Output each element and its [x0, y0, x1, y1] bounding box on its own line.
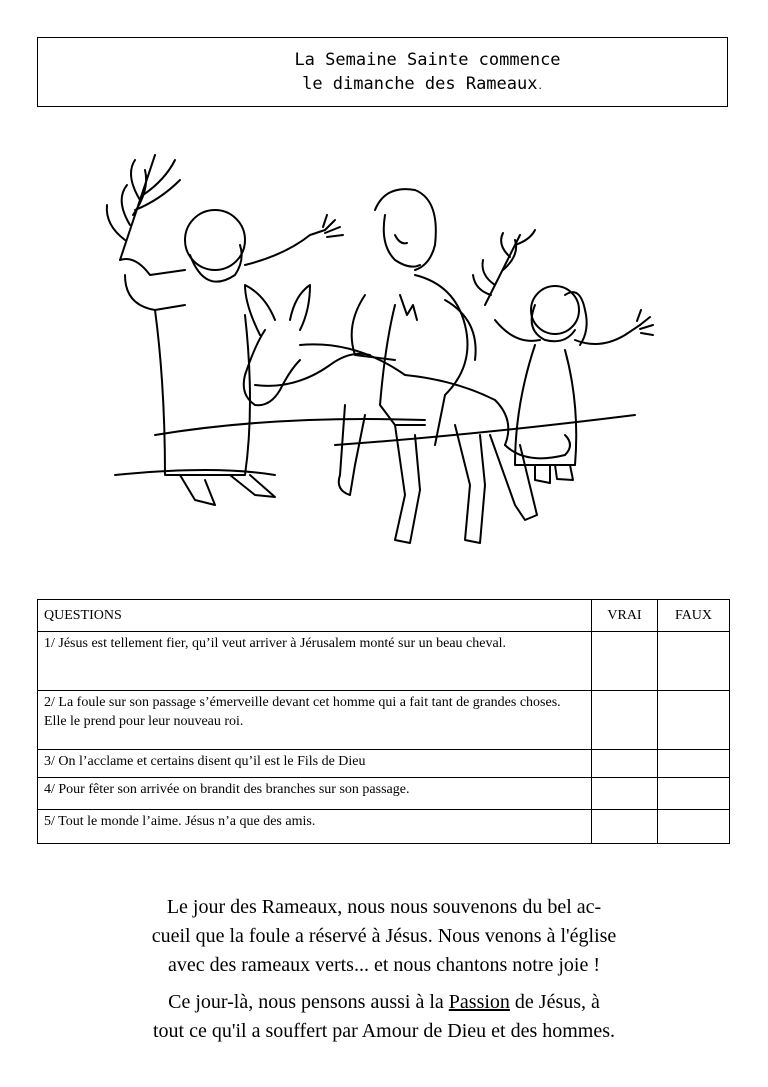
false-answer-cell[interactable] — [658, 632, 730, 691]
title-line-2-text: le dimanche des Rameaux — [302, 74, 538, 94]
table-row — [38, 750, 730, 778]
title-line-2 — [38, 72, 727, 99]
true-answer-cell[interactable] — [592, 750, 658, 778]
footer-p1-line-3: avec des rameaux verts... et nous chantons notre joie ! — [167, 954, 601, 976]
questions-header: QUESTIONS — [38, 600, 592, 632]
false-answer-cell[interactable] — [658, 810, 730, 844]
true-answer-cell[interactable] — [592, 778, 658, 810]
true-answer-cell[interactable] — [592, 810, 658, 844]
question-text: 1/ Jésus est tellement fier, qu’il veut arriver à Jérusalem monté sur un beau cheval. — [38, 632, 592, 691]
question-text: 3/ On l’acclame et certains disent qu’il est le Fils de Dieu — [38, 750, 592, 778]
false-answer-cell[interactable] — [658, 691, 730, 750]
title-box — [37, 37, 728, 107]
footer-p2-line-2: tout ce qu'il a souffert par Amour de Dieu et des hommes. — [152, 1020, 615, 1042]
table-row — [38, 691, 730, 750]
true-answer-cell[interactable] — [592, 691, 658, 750]
footer-p2-after: de Jésus, à — [509, 991, 600, 1013]
title-line-2-end: . — [537, 82, 543, 92]
true-header: VRAI — [592, 600, 658, 632]
footer-paragraph-2 — [60, 988, 708, 1046]
question-text: 5/ Tout le monde l’aime. Jésus n’a que des amis. — [38, 810, 592, 844]
true-answer-cell[interactable] — [592, 632, 658, 691]
table-row — [38, 778, 730, 810]
false-answer-cell[interactable] — [658, 778, 730, 810]
footer-p1-line-2: cueil que la foule a réservé à Jésus. Nous venons à l'église — [151, 925, 617, 947]
footer-p2-before: Ce jour-là, nous pensons aussi à la — [168, 991, 449, 1013]
table-row — [38, 632, 730, 691]
question-text: 2/ La foule sur son passage s’émerveille devant cet homme qui a fait tant de grandes choses. Elle le prend pour leur nouveau roi. — [38, 691, 592, 750]
footer-p1-line-1: Le jour des Rameaux, nous nous souvenons du bel ac- — [166, 896, 602, 918]
question-text: 4/ Pour fêter son arrivée on brandit des branches sur son passage. — [38, 778, 592, 810]
title-line-1: La Semaine Sainte commence — [294, 50, 561, 70]
footer-paragraph-1 — [60, 893, 708, 980]
passion-word: Passion — [448, 991, 510, 1013]
quiz-table — [37, 599, 730, 844]
false-header: FAUX — [658, 600, 730, 632]
quiz-header-row — [38, 600, 730, 632]
table-row — [38, 810, 730, 844]
palm-sunday-illustration — [95, 145, 655, 585]
footer-text — [60, 893, 708, 1054]
false-answer-cell[interactable] — [658, 750, 730, 778]
